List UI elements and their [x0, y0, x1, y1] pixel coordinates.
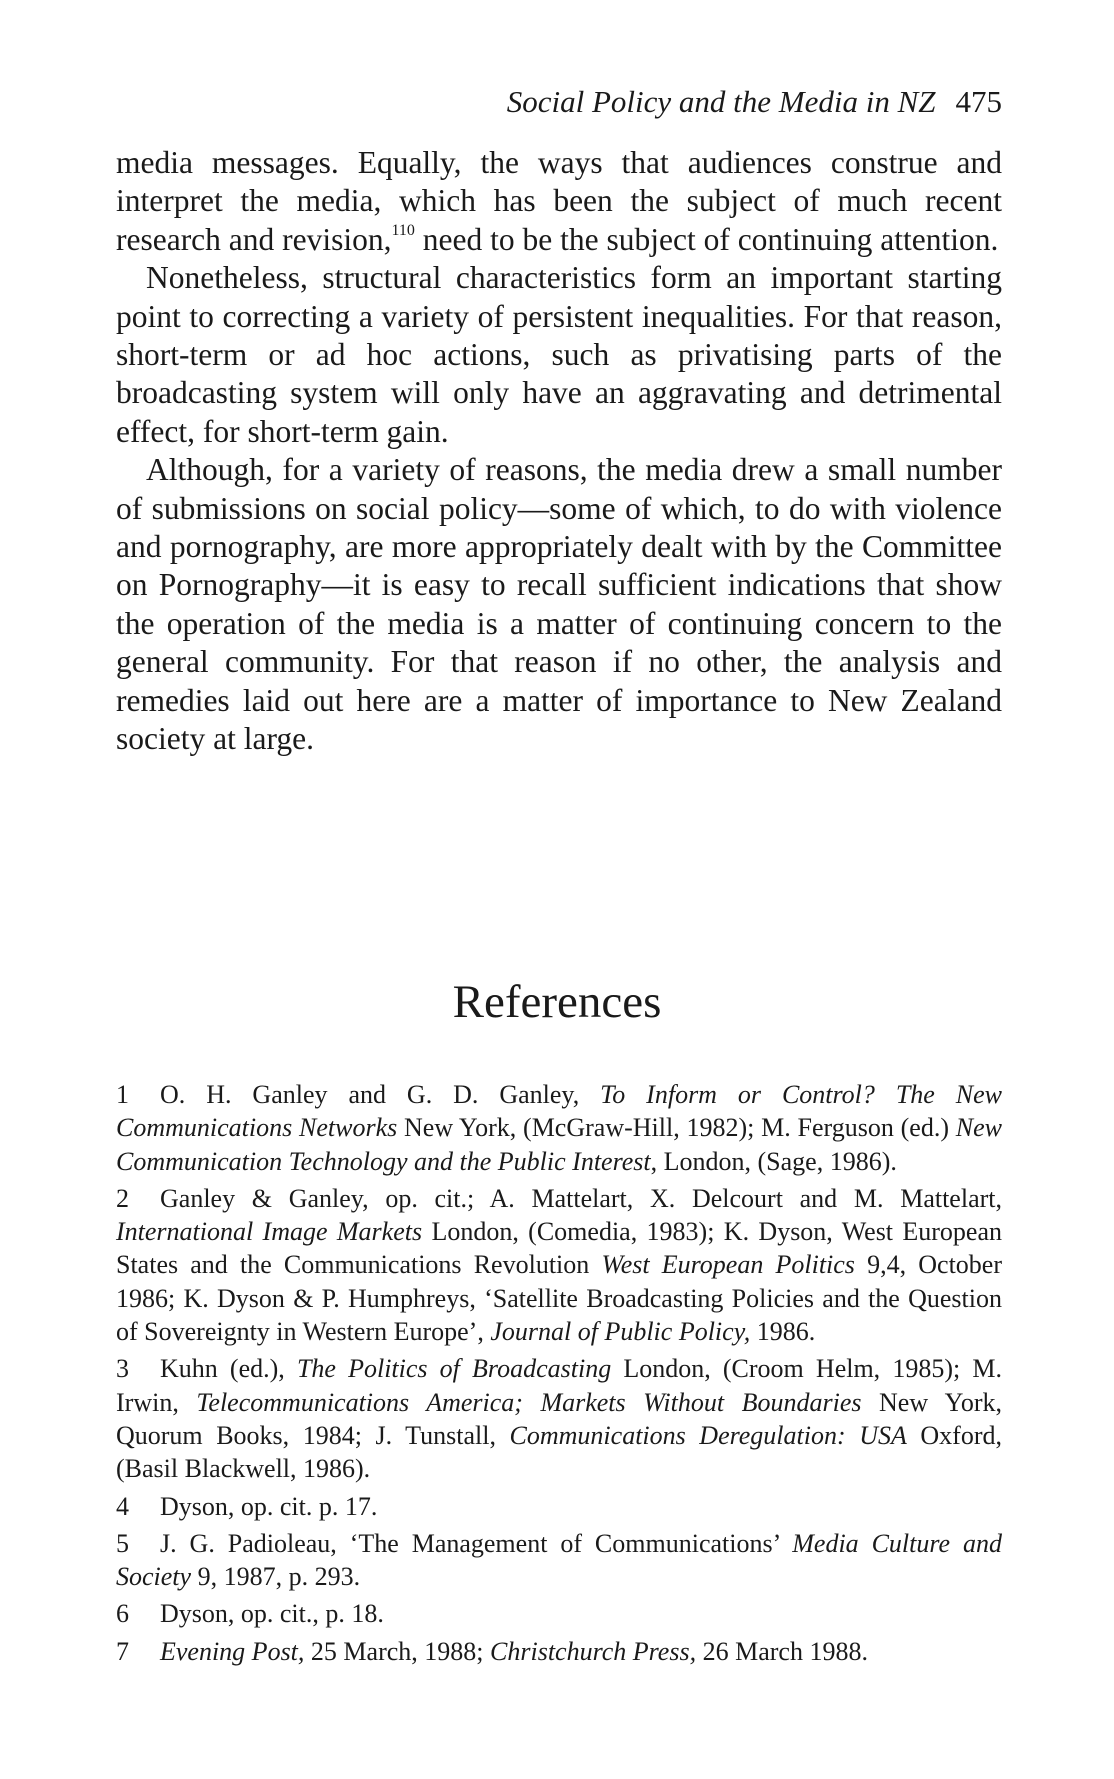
references-list [116, 1078, 1002, 1672]
reference-text: 9, 1987, p. 293. [191, 1562, 361, 1592]
reference-item [116, 1078, 1002, 1178]
reference-text: 9,4, October 1986; K. Dyson & P. Humphreys, ‘Satellite Broadcasting Policies and the Question of Sovereignty in Western Europe’, [116, 1250, 1002, 1347]
reference-text: , London, (Sage, 1986). [650, 1146, 897, 1176]
reference-text: O. H. Ganley and G. D. Ganley, [160, 1080, 601, 1109]
reference-number: 2 [116, 1183, 129, 1213]
reference-number: 5 [116, 1528, 129, 1558]
reference-number: 1 [116, 1080, 129, 1109]
reference-item [116, 1490, 1002, 1523]
reference-text: J. G. Padioleau, ‘The Management of Communications’ [160, 1528, 793, 1558]
running-head-title: Social Policy and the Media in NZ [506, 84, 936, 119]
reference-title: Evening Post, [160, 1636, 305, 1666]
reference-text: Dyson, op. cit., p. 18. [160, 1599, 384, 1629]
reference-item [116, 1527, 1002, 1594]
paragraph-2: Nonetheless, structural characteristics form an important starting point to correcting a variety of persistent inequalities. For that reason, short-term or ad hoc actions, such as privatising parts of the broadcasting system will only have an aggravating and detrimental effect, for short-term gain. [116, 260, 1002, 449]
reference-title: The Politics of Broadcasting [296, 1354, 612, 1384]
reference-title: Telecommunications America; Markets Without Boundaries [196, 1387, 862, 1417]
paragraph-1-text-end: need to be the subject of continuing attention. [414, 221, 999, 257]
reference-title: West European Politics [601, 1250, 855, 1280]
reference-number: 6 [116, 1599, 129, 1629]
reference-text: London, (Croom Helm, 1985); M. Irwin, [116, 1354, 1002, 1417]
reference-text: New York, Quorum Books, 1984; J. Tunstall, [116, 1387, 1002, 1450]
reference-text: 1986. [750, 1317, 816, 1347]
paragraph-1-text: media messages. Equally, the ways that audiences construe and interpret the media, which has been the subject of much recent research and revision, [116, 145, 1002, 257]
reference-number: 7 [116, 1636, 129, 1666]
paragraph-1 [116, 144, 1002, 259]
reference-text: New York, (McGraw-Hill, 1982); M. Ferguson (ed.) [397, 1113, 956, 1143]
reference-title: Journal of Public Policy, [490, 1317, 751, 1347]
reference-text: London, (Comedia, 1983); K. Dyson, West European States and the Communications Revolution [116, 1217, 1003, 1280]
reference-title: To Inform or Control? The New Communications Networks [116, 1080, 1002, 1143]
reference-text: 25 March, 1988; [304, 1636, 491, 1666]
reference-title: Christchurch Press, [490, 1636, 697, 1666]
reference-title: Communications Deregulation: USA [509, 1420, 907, 1450]
reference-number: 4 [116, 1491, 129, 1521]
reference-text: 26 March 1988. [696, 1636, 868, 1666]
reference-item [116, 1352, 1002, 1485]
reference-text: Dyson, op. cit. p. 17. [160, 1491, 378, 1521]
reference-item [116, 1597, 1002, 1630]
running-head [116, 82, 1002, 122]
reference-text: Kuhn (ed.), [160, 1354, 297, 1384]
body-text [116, 144, 1002, 759]
reference-title: New Communication Technology and the Public Interest [116, 1113, 1003, 1176]
references-heading: References [452, 976, 662, 1028]
reference-title: International Image Markets [116, 1217, 423, 1247]
reference-item [116, 1635, 1002, 1668]
reference-item [116, 1182, 1002, 1348]
reference-text: Ganley & Ganley, op. cit.; A. Mattelart, X. Delcourt and M. Mattelart, [160, 1183, 1002, 1213]
footnote-marker: 110 [391, 221, 415, 239]
reference-text: Oxford, (Basil Blackwell, 1986). [116, 1420, 1002, 1484]
reference-number: 3 [116, 1354, 129, 1384]
page-number: 475 [955, 84, 1002, 119]
paragraph-3: Although, for a variety of reasons, the media drew a small number of submissions on social policy—some of which, to do with violence and pornography, are more appropriately dealt with by the Committee on Pornography—it is easy to recall sufficient indications that show the operation of the media is a matter of continuing concern to the general community. For that reason if no other, the analysis and remedies laid out here are a matter of importance to New Zealand society at large. [116, 452, 1002, 757]
reference-title: Media Culture and Society [116, 1528, 1003, 1592]
